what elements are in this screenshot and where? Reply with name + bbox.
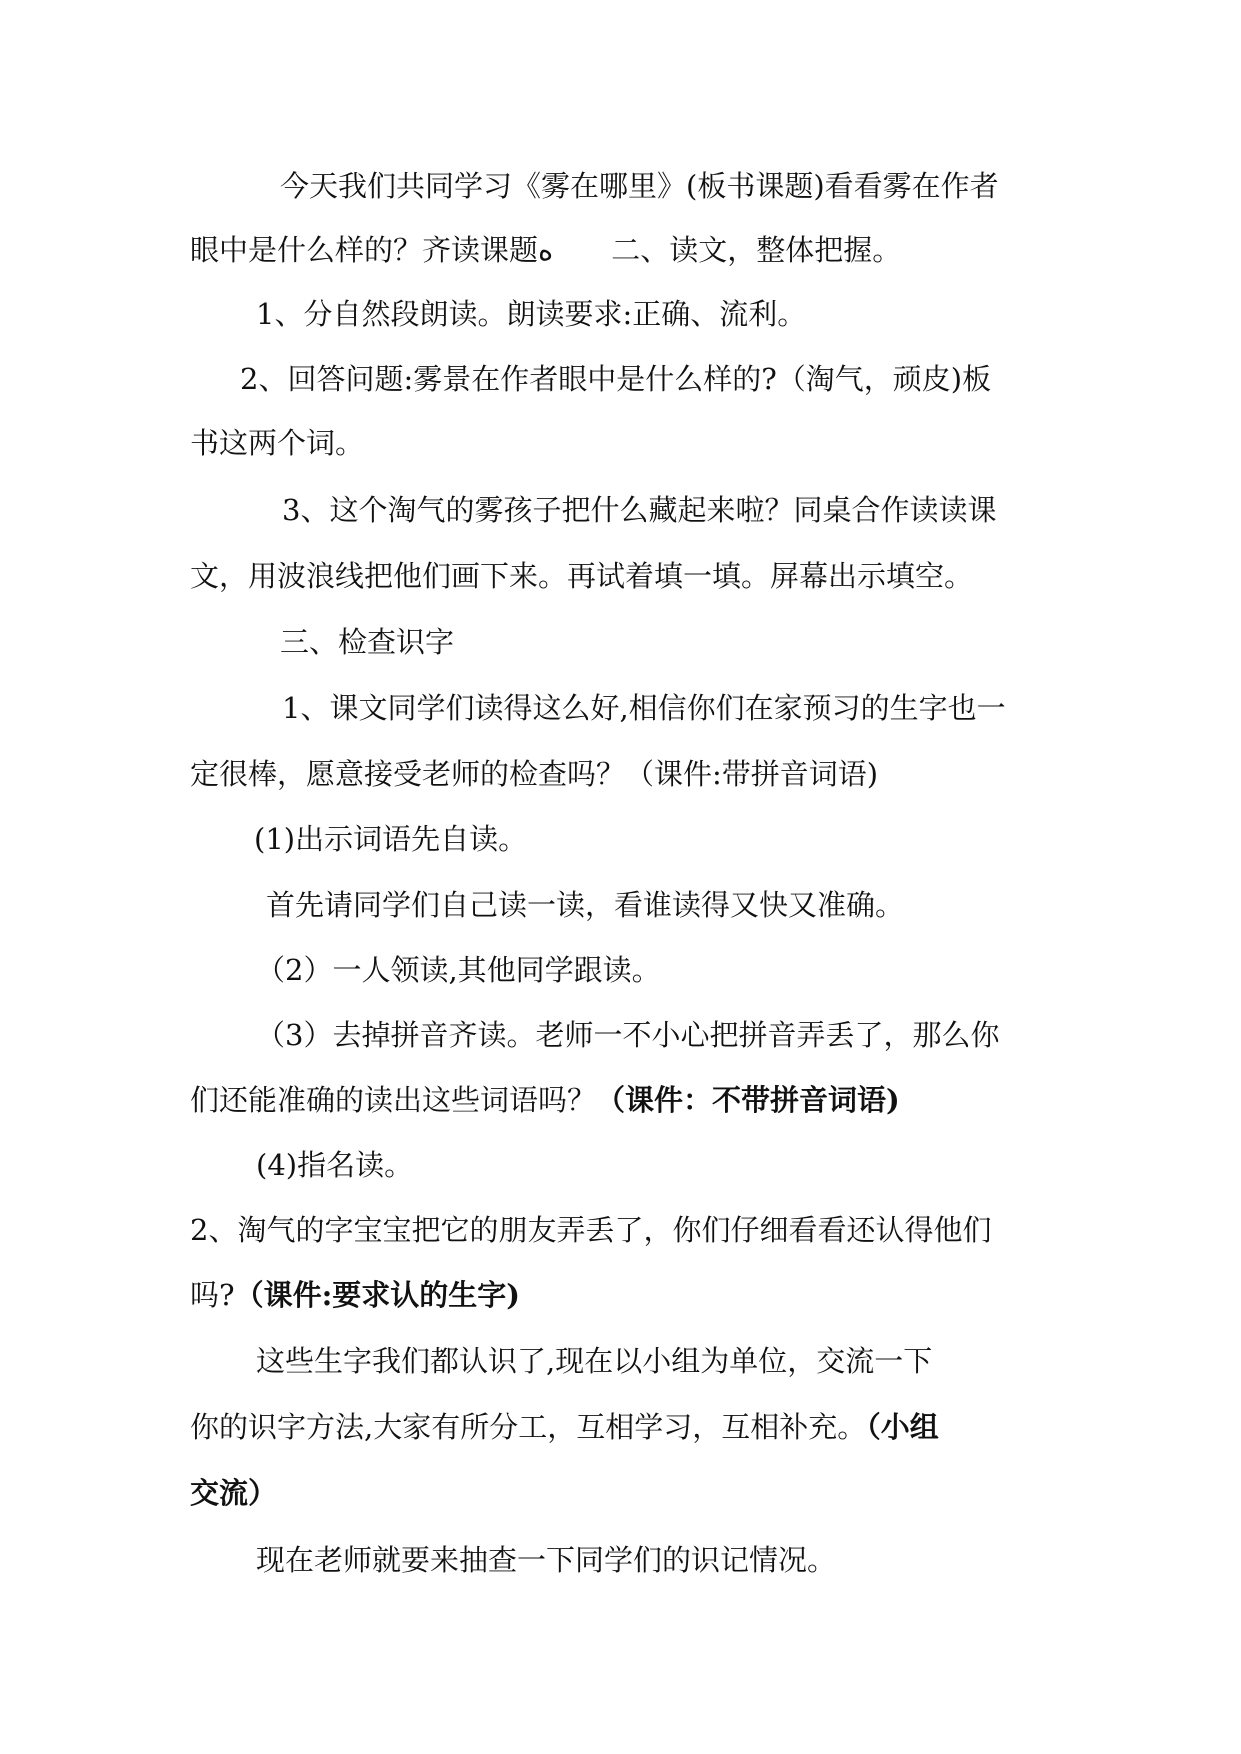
paragraph-line-21: 现在老师就要来抽查一下同学们的识记情况。 xyxy=(256,1543,837,1577)
paragraph-line-8: 1、课文同学们读得这么好,相信你们在家预习的生字也一 xyxy=(282,691,1006,725)
courseware-note-bold: （课件:要求认的生字) xyxy=(234,1278,520,1312)
paragraph-line-18: 这些生字我们都认识了,现在以小组为单位，交流一下 xyxy=(256,1344,933,1378)
paragraph-line-10: (1)出示词语先自读。 xyxy=(254,822,528,856)
paragraph-line-13: （3）去掉拼音齐读。老师一不小心把拼音弄丢了，那么你 xyxy=(256,1018,1000,1052)
paragraph-line-19 xyxy=(190,1407,1070,1447)
paragraph-line-2: 眼中是什么样的？齐读课题ه 二、读文，整体把握。 xyxy=(190,233,902,267)
courseware-note-bold: （课件：不带拼音词语) xyxy=(596,1083,900,1117)
paragraph-line-1: 今天我们共同学习《雾在哪里》(板书课题)看看雾在作者 xyxy=(280,169,999,203)
paragraph-line-12: （2）一人领读,其他同学跟读。 xyxy=(256,953,661,987)
paragraph-line-16: 2、淘气的字宝宝把它的朋友弄丢了，你们仔细看看还认得他们 xyxy=(190,1213,992,1247)
paragraph-text: 吗? xyxy=(190,1278,235,1312)
paragraph-line-3: 1、分自然段朗读。朗读要求:正确、流利。 xyxy=(256,297,807,331)
paragraph-text: 们还能准确的读出这些词语吗？ xyxy=(190,1083,597,1117)
paragraph-line-6: 3、这个淘气的雾孩子把什么藏起来啦？同桌合作读读课 xyxy=(282,493,997,527)
paragraph-text: 你的识字方法,大家有所分工，互相学习，互相补充。 xyxy=(190,1410,867,1444)
paragraph-line-4: 2、回答问题:雾景在作者眼中是什么样的?（淘气，顽皮)板 xyxy=(240,362,992,396)
paragraph-line-14 xyxy=(190,1080,1070,1120)
paragraph-line-11: 首先请同学们自己读一读，看谁读得又快又准确。 xyxy=(266,888,905,922)
group-exchange-bold: （小组 xyxy=(866,1410,939,1444)
section-heading: 三、检查识字 xyxy=(280,625,455,659)
paragraph-line-7: 文，用波浪线把他们画下来。再试着填一填。屏幕出示填空。 xyxy=(190,559,974,593)
paragraph-line-5: 书这两个词。 xyxy=(190,426,365,460)
paragraph-line-17 xyxy=(190,1275,1070,1315)
paragraph-line-9: 定很棒，愿意接受老师的检查吗？（课件:带拼音词语) xyxy=(190,757,879,791)
paragraph-line-15: (4)指名读。 xyxy=(256,1148,414,1182)
paragraph-line-20: 交流） xyxy=(190,1476,278,1510)
